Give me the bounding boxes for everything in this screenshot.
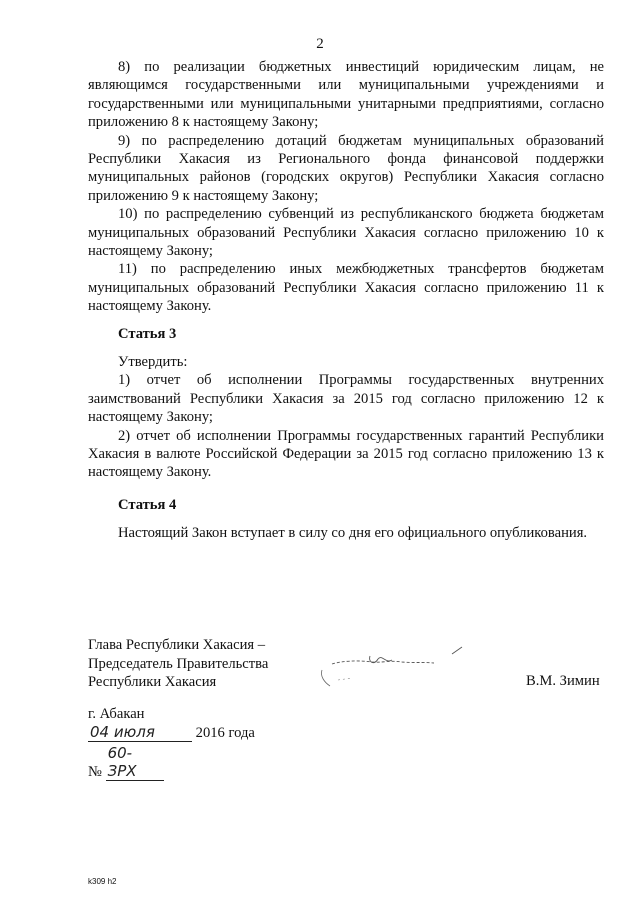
- signatory-title-line-1: Глава Республики Хакасия –: [88, 637, 266, 653]
- signatory-title-line-3: Республики Хакасия: [88, 674, 217, 690]
- article-3-heading: Статья 3: [118, 326, 177, 342]
- signatory-title: [88, 636, 268, 692]
- paragraph-item-9: 9) по распределению дотаций бюджетам муниципальных образований Республики Хакасия из Регионального фонда финансовой поддержки муниципальных районов (городских округов) Республики Хакасия согласно приложению 9 к настоящему Закону;: [88, 132, 604, 204]
- article-4-heading: Статья 4: [118, 497, 177, 513]
- article-4-text: Настоящий Закон вступает в силу со дня его официального опубликования.: [118, 525, 588, 541]
- number-prefix: №: [88, 764, 102, 780]
- law-number: [88, 744, 164, 781]
- body-text: [88, 58, 604, 316]
- handwritten-signature: [312, 644, 472, 692]
- article-3-intro: Утвердить:: [118, 354, 188, 370]
- signatory-title-line-2: Председатель Правительства: [88, 655, 269, 672]
- handwritten-law-number: 60-ЗРХ: [106, 744, 164, 781]
- paragraph-item-8: 8) по реализации бюджетных инвестиций юридическим лицам, не являющимся государственными или муниципальными учреждениями и государственными или муниципальными унитарными предприятиями, согласно приложению 8 к настоящему Закону;: [88, 59, 604, 131]
- paragraph-item-10: 10) по распределению субвенций из республиканского бюджета бюджетам муниципальных образований Республики Хакасия согласно приложению 10 к настоящему Закону;: [88, 206, 604, 260]
- article-3-item-1: 1) отчет об исполнении Программы государственных внутренних заимствований Республики Хакасия за 2015 год согласно приложению 12 к настоящему Закону;: [88, 372, 604, 426]
- page-number: 2: [316, 36, 324, 52]
- article-3-body: [88, 353, 604, 482]
- signatory-name: В.М. Зимин: [526, 673, 600, 689]
- paragraph-item-11: 11) по распределению иных межбюджетных трансфертов бюджетам муниципальных образований Республики Хакасия согласно приложению 11 к настоящему Закону.: [88, 261, 604, 315]
- signing-date: [88, 723, 255, 742]
- handwritten-date: 04 июля: [88, 723, 192, 742]
- place-of-signing: г. Абакан: [88, 706, 145, 722]
- date-year: 2016 года: [195, 725, 255, 741]
- document-code: k309 h2: [88, 877, 117, 886]
- article-4-body: [88, 524, 604, 542]
- article-3-item-2: 2) отчет об исполнении Программы государственных гарантий Республики Хакасия в валюте Российской Федерации за 2015 год согласно приложению 13 к настоящему Закону.: [88, 427, 604, 481]
